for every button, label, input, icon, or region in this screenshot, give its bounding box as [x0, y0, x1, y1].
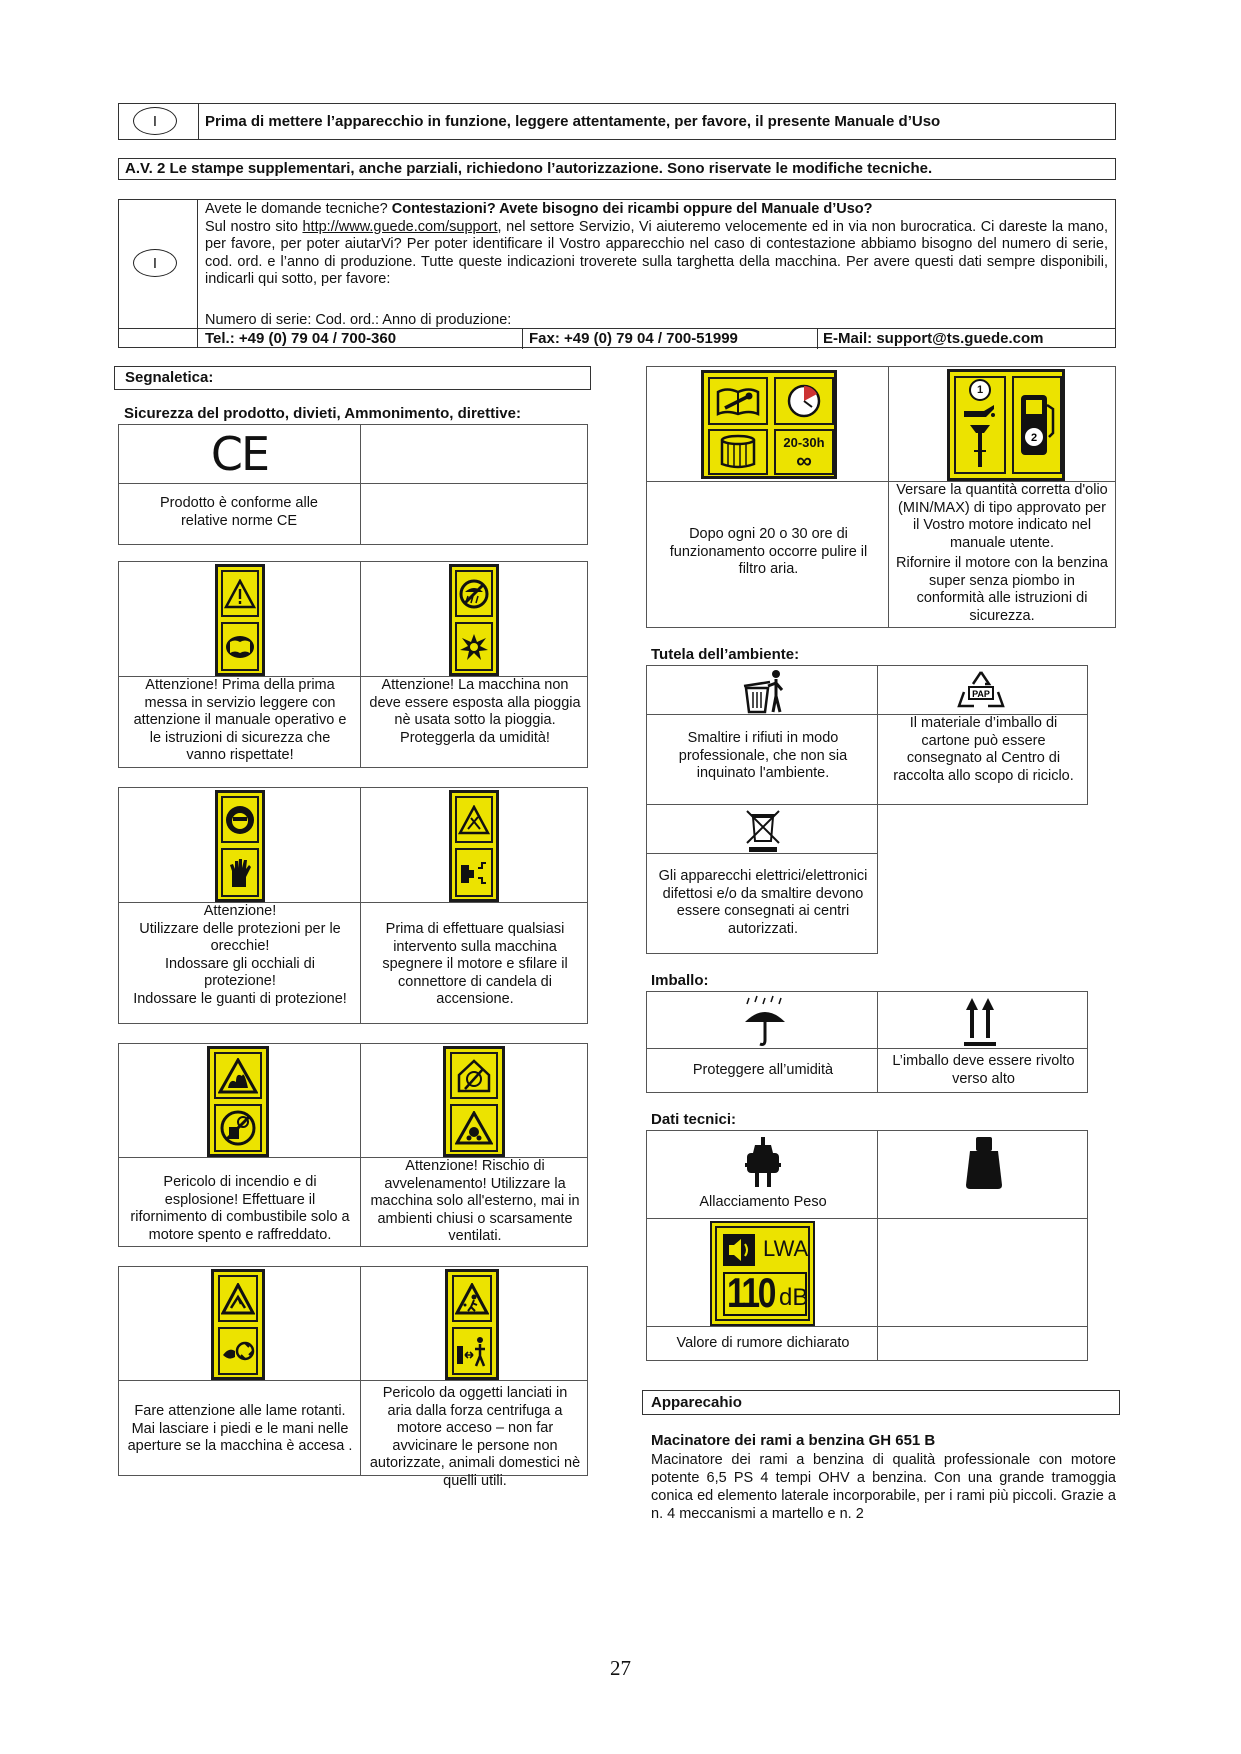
projectiles-sign	[445, 1269, 499, 1380]
protection-sign	[215, 790, 265, 902]
this-side-up-caption: L’imballo deve essere rivolto verso alto	[892, 1053, 1075, 1087]
device-heading: Apparecahio	[651, 1394, 742, 1411]
weee-caption: Gli apparecchi elettrici/elettronici difettosi e/o da smaltire devono essere consegnati ai centri autorizzati.	[658, 868, 868, 937]
gloves-icon	[226, 857, 254, 889]
fire-sign	[207, 1046, 269, 1157]
empty-cell	[877, 1326, 1088, 1361]
caption-cell	[118, 676, 361, 768]
caption-cell	[118, 902, 361, 1024]
oil-step-number: 1	[969, 379, 991, 401]
warning-tools-icon	[458, 805, 490, 835]
warning-triangle-icon	[224, 579, 256, 609]
humidity-caption: Proteggere all’umidità	[692, 1062, 834, 1078]
info-icon: I	[133, 107, 177, 135]
blades-sign	[211, 1269, 265, 1380]
sign-cell	[118, 1043, 361, 1158]
fire-caption: Pericolo di incendio e di esplosione! Effettuare il rifornimento di combustibile solo a motore spento e raffreddato.	[130, 1174, 350, 1243]
this-side-up-icon	[962, 994, 998, 1048]
technical-data-heading: Dati tecnici:	[651, 1111, 737, 1128]
support-link[interactable]: http://www.guede.com/support	[302, 218, 498, 235]
caption-cell	[360, 676, 588, 768]
support-box	[118, 199, 1116, 348]
support-email: E-Mail: support@ts.guede.com	[823, 330, 1044, 347]
product-description: Macinatore dei rami a benzina di qualità professionale con motore potente 6,5 PS 4 tempi OHV a benzina. Con una grande tramoggia conica ed elemento laterale incorporabile, per i rami più piccoli. Grazie a n. 4 meccanismi a martello e n. 2	[651, 1452, 1116, 1522]
noise-unit: dB	[779, 1284, 809, 1311]
page-number: 27	[610, 1656, 631, 1680]
sign-cell	[360, 1043, 588, 1158]
sign-cell	[877, 665, 1088, 715]
caption-cell	[877, 714, 1088, 805]
sign-cell	[360, 787, 588, 903]
caption-cell	[118, 1157, 361, 1247]
spark-plug-icon	[458, 859, 490, 887]
manual-wrench-icon	[715, 384, 761, 418]
safety-heading: Sicurezza del prodotto, divieti, Ammonimento, direttive:	[124, 405, 521, 422]
fuel-caption: Rifornire il motore con la benzina super senza piombo in conformità alle istruzioni di sicurezza.	[896, 555, 1108, 624]
segnaletica-heading-box	[114, 366, 591, 390]
environment-heading: Tutela dell’ambiente:	[651, 646, 800, 663]
device-heading-box	[642, 1390, 1120, 1415]
caption-cell	[360, 902, 588, 1024]
read-manual-sign	[215, 564, 265, 676]
rotating-blades-warning-icon	[221, 1283, 255, 1315]
sign-cell	[646, 804, 878, 854]
copyright-text: A.V. 2 Le stampe supplementari, anche parziali, richiedono l’autorizzazione. Sono riservate le modifiche tecniche.	[125, 160, 933, 177]
segnaletica-heading: Segnaletica:	[125, 369, 214, 386]
sign-cell	[646, 1218, 878, 1327]
ear-eye-protection-icon	[224, 804, 256, 836]
air-filter-sign	[701, 370, 837, 479]
toxic-warning-icon	[455, 1111, 493, 1145]
connection-weight-caption: Allacciamento Peso	[699, 1194, 827, 1210]
fuel-pump-icon	[1017, 393, 1057, 457]
poison-sign	[443, 1046, 505, 1157]
thrown-objects-warning-icon	[455, 1283, 489, 1315]
fire-warning-icon	[218, 1058, 258, 1094]
caption-cell	[888, 481, 1116, 628]
power-plug-icon	[743, 1135, 783, 1191]
caption-cell	[877, 1048, 1088, 1093]
caption-cell	[118, 1380, 361, 1476]
poison-caption: Attenzione! Rischio di avvelenamento! Utilizzare la macchina solo all'esterno, mai in ambienti chiusi o scarsamente ventilati.	[370, 1158, 580, 1244]
oil-caption: Versare la quantità corretta d'olio (MIN/MAX) di tipo approvato per il Vostro motore indicato nel manuale utente.	[896, 482, 1108, 551]
sign-cell	[877, 991, 1088, 1049]
waste-bin-person-icon	[742, 668, 786, 714]
protection-caption-line: Attenzione!	[203, 903, 277, 919]
sound-icon	[721, 1232, 757, 1268]
ce-cell	[118, 424, 361, 484]
keep-distance-icon	[455, 1334, 489, 1368]
svg-text:PAP: PAP	[972, 689, 990, 699]
rain-caption: Attenzione! La macchina non deve essere esposta alla pioggia nè usata sotto la pioggia. Proteggerla da umidità!	[369, 677, 581, 746]
caption-cell	[360, 1380, 588, 1489]
empty-cell	[360, 424, 588, 484]
ce-caption-cell	[118, 483, 361, 545]
sign-cell	[877, 1130, 1088, 1219]
umbrella-rain-icon	[743, 994, 787, 1048]
blades-caption: Fare attenzione alle lame rotanti. Mai lasciare i piedi e le mani nelle aperture se la macchina è accesa .	[127, 1403, 353, 1454]
protection-caption-line: Indossare le guanti di protezione!	[133, 990, 347, 1007]
noise-value: 110	[727, 1269, 775, 1316]
sign-cell	[888, 366, 1116, 482]
manual-notice-text: Prima di mettere l’apparecchio in funzione, leggere attentamente, per favore, il presente Manuale d’Uso	[205, 113, 941, 130]
read-manual-caption: Attenzione! Prima della prima messa in servizio leggere con attenzione il manuale operativo e le istruzioni di sicurezza che vanno rispettate!	[133, 677, 347, 763]
filter-interval: 20-30h	[783, 435, 825, 450]
support-tel: Tel.: +49 (0) 79 04 / 700-360	[205, 330, 397, 347]
caption-cell	[646, 1326, 878, 1361]
packaging-caption: Il materiale d’imballo di cartone può essere consegnato al Centro di raccolta allo scopo di riciclo.	[893, 715, 1074, 784]
noise-caption: Valore di rumore dichiarato	[676, 1335, 850, 1351]
clock-icon	[786, 383, 822, 419]
sign-cell	[646, 1130, 878, 1219]
support-fax: Fax: +49 (0) 79 04 / 700-51999	[529, 330, 738, 347]
spark-plug-sign	[449, 790, 499, 902]
protection-caption-line: Utilizzare delle protezioni per le orecchie!	[139, 920, 341, 954]
ce-mark-icon: CE	[210, 427, 269, 481]
weee-crossed-bin-icon	[743, 807, 783, 853]
copyright-box	[118, 158, 1116, 180]
caption-cell	[646, 714, 878, 805]
spark-plug-caption: Prima di effettuare qualsiasi intervento sulla macchina spegnere il motore e sfilare il connettore di candela di accensione.	[382, 921, 568, 1007]
empty-cell	[877, 1218, 1088, 1327]
ce-caption: Prodotto è conforme alle relative norme CE	[160, 495, 318, 529]
oil-fuel-sign	[947, 369, 1065, 481]
sign-cell	[646, 665, 878, 715]
sound-power-sign	[710, 1221, 815, 1326]
recycling-pap-icon	[956, 668, 1006, 714]
svg-text:2: 2	[1030, 432, 1038, 444]
support-text: Avete le domande tecniche? Contestazioni? Avete bisogno dei ricambi oppure del Manuale d’Uso? Sul nostro sito http://www.guede.com/support, nel settore Servizio, Vi aiuteremo velocemente ed in via non burocratica. Ci dareste la mano, per favore, per poter aiutarVi? Per poter identificare il Vostro apparecchio nel caso di contestazione abbiamo bisogno del numero di serie, cod. ord. e l’anno di produzione. Tutte queste indicazioni troverete sulla targhetta della macchina. Per avere questi dati sempre disponibili, indicarli qui sotto, per favore:	[205, 201, 1108, 288]
protection-caption-line: Indossare gli occhiali di protezione!	[165, 955, 315, 989]
device-fields-line: Numero di serie: Cod. ord.: Anno di produzione:	[205, 312, 512, 328]
air-filter-icon	[718, 434, 758, 470]
sign-cell	[646, 366, 889, 482]
indoor-hazard-icon	[455, 1057, 493, 1095]
product-title: Macinatore dei rami a benzina GH 651 B	[651, 1432, 936, 1449]
empty-cell	[360, 483, 588, 545]
sign-cell	[118, 561, 361, 677]
no-refuel-running-icon	[219, 1109, 257, 1147]
rain-sign	[449, 564, 499, 676]
no-rain-icon	[458, 578, 490, 610]
weight-icon	[964, 1135, 1004, 1191]
book-icon	[224, 634, 256, 660]
infinity-icon: ∞	[796, 448, 812, 473]
oil-can-dipstick-icon	[960, 401, 1000, 471]
sign-cell	[360, 1266, 588, 1381]
caption-cell	[646, 1048, 878, 1093]
manual-notice-box	[118, 103, 1116, 140]
sign-cell	[118, 787, 361, 903]
hand-foot-rotor-icon	[221, 1335, 255, 1367]
caption-cell	[646, 481, 889, 628]
caption-cell	[646, 853, 878, 954]
packaging-heading: Imballo:	[651, 972, 709, 989]
sign-cell	[118, 1266, 361, 1381]
lwa-label: LWA	[763, 1236, 809, 1261]
air-filter-caption: Dopo ogni 20 o 30 ore di funzionamento occorre pulire il filtro aria.	[669, 526, 868, 577]
splash-icon	[459, 632, 489, 662]
caption-cell	[360, 1157, 588, 1247]
sign-cell	[360, 561, 588, 677]
info-icon: I	[133, 249, 177, 277]
projectiles-caption: Pericolo da oggetti lanciati in aria dalla forza centrifuga a motore acceso – non far avvicinare le persone non autorizzate, animali domestici nè quelli utili.	[369, 1385, 581, 1489]
sign-cell	[646, 991, 878, 1049]
waste-caption: Smaltire i rifiuti in modo professionale, che non sia inquinato l'ambiente.	[678, 730, 848, 781]
